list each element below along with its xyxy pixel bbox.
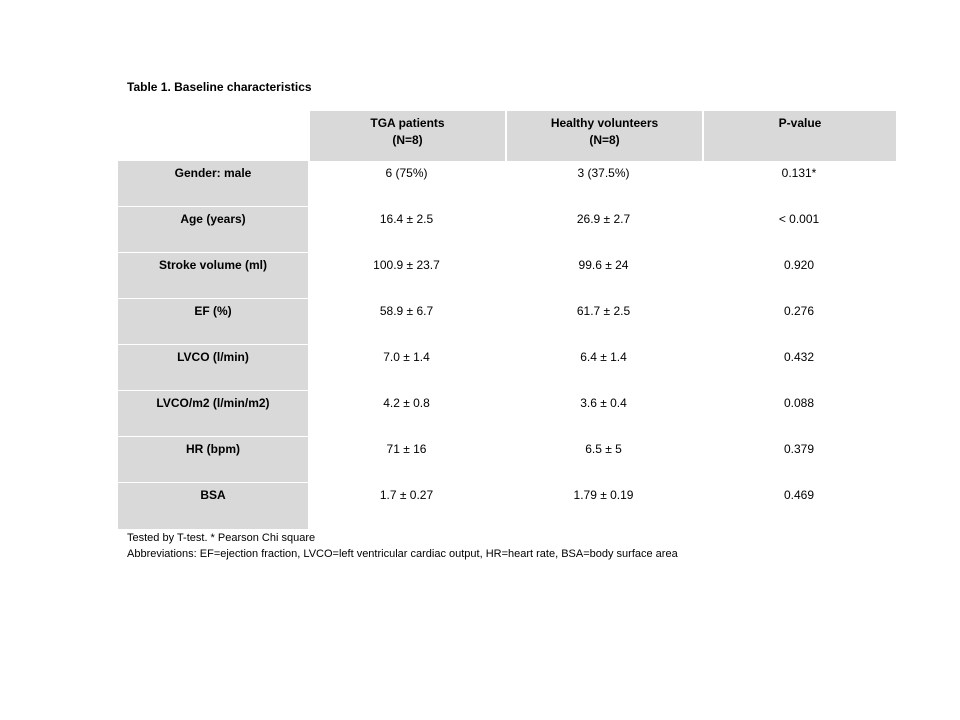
healthy-value-cell: 26.9 ± 2.7 — [576, 212, 631, 226]
header-pvalue-line1: P-value — [778, 116, 822, 130]
healthy-value-cell: 3.6 ± 0.4 — [580, 396, 627, 410]
header-cell-p-value — [702, 111, 896, 161]
healthy-value-cell: 1.79 ± 0.19 — [573, 488, 634, 502]
tga-value-cell: 100.9 ± 23.7 — [373, 258, 440, 272]
row-label: Stroke volume (ml) — [118, 253, 308, 299]
row-label: HR (bpm) — [118, 437, 308, 483]
healthy-value-cell: 6.4 ± 1.4 — [580, 350, 627, 364]
row-label: EF (%) — [118, 299, 308, 345]
table-title: Table 1. Baseline characteristics — [127, 80, 312, 94]
table-row — [118, 437, 896, 483]
header-cell-healthy-volunteers — [505, 111, 702, 161]
tga-value-cell: 16.4 ± 2.5 — [379, 212, 434, 226]
table-header-row — [118, 111, 896, 161]
healthy-value-cell: 99.6 ± 24 — [578, 258, 629, 272]
table-row — [118, 299, 896, 345]
table-row — [118, 391, 896, 437]
row-label: Age (years) — [118, 207, 308, 253]
table-row — [118, 483, 896, 530]
row-label: BSA — [118, 483, 308, 530]
test-footnote: Tested by T-test. * Pearson Chi square — [127, 532, 316, 544]
healthy-value-cell: 6.5 ± 5 — [585, 442, 622, 456]
p-value-cell: 0.276 — [783, 304, 815, 318]
row-label: LVCO/m2 (l/min/m2) — [118, 391, 308, 437]
p-value-cell: 0.088 — [783, 396, 815, 410]
table-row — [118, 207, 896, 253]
p-value-cell: 0.131* — [781, 166, 817, 180]
header-tga-line2: (N=8) — [392, 133, 423, 147]
header-cell-empty — [118, 111, 308, 161]
tga-value-cell: 71 ± 16 — [386, 442, 427, 456]
baseline-characteristics-table — [118, 111, 896, 530]
tga-value-cell: 6 (75%) — [385, 166, 428, 180]
table-row — [118, 253, 896, 299]
p-value-cell: 0.469 — [783, 488, 815, 502]
table-row — [118, 161, 896, 207]
tga-value-cell: 1.7 ± 0.27 — [379, 488, 434, 502]
tga-value-cell: 7.0 ± 1.4 — [383, 350, 430, 364]
header-healthy-line1: Healthy volunteers — [550, 116, 659, 130]
tga-value-cell: 4.2 ± 0.8 — [383, 396, 430, 410]
healthy-value-cell: 61.7 ± 2.5 — [576, 304, 631, 318]
table-row — [118, 345, 896, 391]
p-value-cell: 0.432 — [783, 350, 815, 364]
healthy-value-cell: 3 (37.5%) — [577, 166, 630, 180]
p-value-cell: < 0.001 — [778, 212, 820, 226]
header-tga-line1: TGA patients — [370, 116, 445, 130]
abbreviations-footnote: Abbreviations: EF=ejection fraction, LVCO=left ventricular cardiac output, HR=heart rate, BSA=body surface area — [127, 548, 678, 560]
p-value-cell: 0.379 — [783, 442, 815, 456]
tga-value-cell: 58.9 ± 6.7 — [379, 304, 434, 318]
p-value-cell: 0.920 — [783, 258, 815, 272]
header-healthy-line2: (N=8) — [589, 133, 620, 147]
row-label: LVCO (l/min) — [118, 345, 308, 391]
header-cell-tga-patients — [308, 111, 505, 161]
row-label: Gender: male — [118, 161, 308, 207]
table-footnotes — [127, 530, 678, 562]
